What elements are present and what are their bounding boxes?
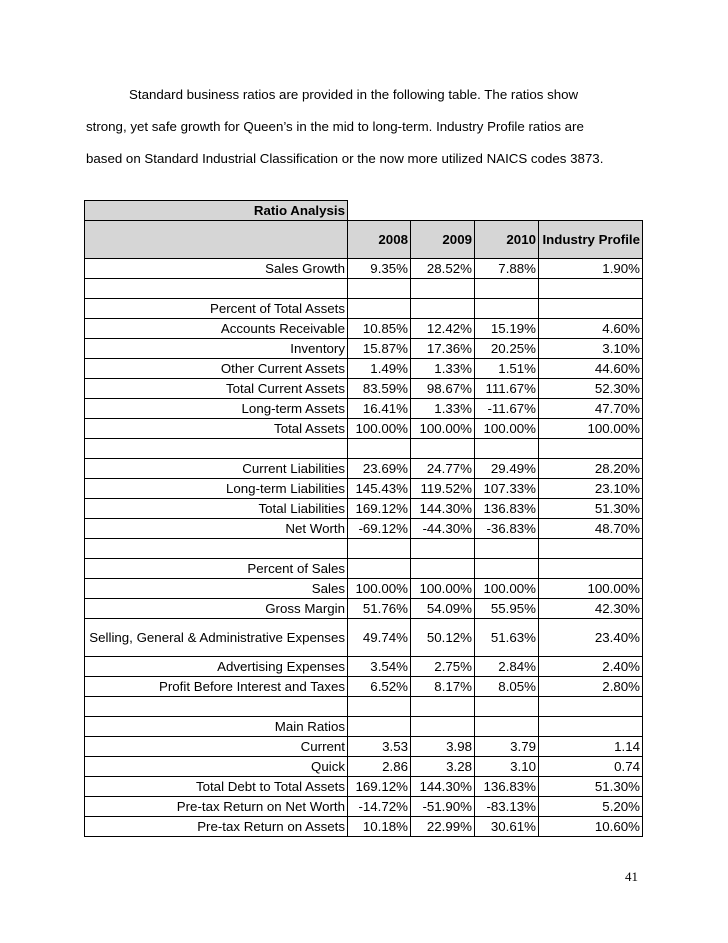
row-label: Total Assets bbox=[85, 419, 348, 439]
row-value: -51.90% bbox=[411, 797, 475, 817]
row-label: Quick bbox=[85, 757, 348, 777]
table-row bbox=[85, 579, 643, 599]
row-value: 100.00% bbox=[348, 579, 411, 599]
row-value: 54.09% bbox=[411, 599, 475, 619]
row-label: Inventory bbox=[85, 339, 348, 359]
row-value: 145.43% bbox=[348, 479, 411, 499]
table-row bbox=[85, 419, 643, 439]
row-value bbox=[539, 697, 643, 717]
row-value: 51.76% bbox=[348, 599, 411, 619]
row-label: Current Liabilities bbox=[85, 459, 348, 479]
row-value: 51.30% bbox=[539, 499, 643, 519]
row-value bbox=[539, 717, 643, 737]
row-value: 100.00% bbox=[539, 579, 643, 599]
row-value: 22.99% bbox=[411, 817, 475, 837]
row-value bbox=[348, 559, 411, 579]
row-value: 98.67% bbox=[411, 379, 475, 399]
row-label bbox=[85, 539, 348, 559]
row-value: -14.72% bbox=[348, 797, 411, 817]
row-label: Selling, General & Administrative Expenses bbox=[85, 619, 348, 657]
row-value: 5.20% bbox=[539, 797, 643, 817]
row-value: 30.61% bbox=[475, 817, 539, 837]
row-value: -11.67% bbox=[475, 399, 539, 419]
row-value: 1.33% bbox=[411, 399, 475, 419]
row-value: 3.53 bbox=[348, 737, 411, 757]
row-value: 16.41% bbox=[348, 399, 411, 419]
row-label bbox=[85, 279, 348, 299]
row-value: 28.52% bbox=[411, 259, 475, 279]
row-value: 3.54% bbox=[348, 657, 411, 677]
row-value: 48.70% bbox=[539, 519, 643, 539]
row-value: 2.84% bbox=[475, 657, 539, 677]
table-row bbox=[85, 439, 643, 459]
intro-line-3: based on Standard Industrial Classification or the now more utilized NAICS codes 3873. bbox=[86, 151, 604, 166]
row-value: 0.74 bbox=[539, 757, 643, 777]
table-row bbox=[85, 519, 643, 539]
row-value: -83.13% bbox=[475, 797, 539, 817]
row-value: 24.77% bbox=[411, 459, 475, 479]
row-label: Profit Before Interest and Taxes bbox=[85, 677, 348, 697]
row-value: 42.30% bbox=[539, 599, 643, 619]
table-row bbox=[85, 359, 643, 379]
row-value bbox=[475, 717, 539, 737]
ratio-analysis-table bbox=[84, 200, 643, 837]
table-title-row bbox=[85, 201, 643, 221]
row-value: 23.69% bbox=[348, 459, 411, 479]
row-value: 1.14 bbox=[539, 737, 643, 757]
row-value: 3.10 bbox=[475, 757, 539, 777]
row-value: 169.12% bbox=[348, 777, 411, 797]
row-value bbox=[348, 439, 411, 459]
row-value: 51.30% bbox=[539, 777, 643, 797]
row-value bbox=[539, 279, 643, 299]
row-value: 50.12% bbox=[411, 619, 475, 657]
row-value: 3.28 bbox=[411, 757, 475, 777]
row-value: 17.36% bbox=[411, 339, 475, 359]
row-label: Accounts Receivable bbox=[85, 319, 348, 339]
row-value: -69.12% bbox=[348, 519, 411, 539]
row-label: Main Ratios bbox=[85, 717, 348, 737]
header-2010: 2010 bbox=[475, 221, 539, 259]
table-row bbox=[85, 339, 643, 359]
row-value: -36.83% bbox=[475, 519, 539, 539]
row-value bbox=[539, 299, 643, 319]
row-value bbox=[475, 697, 539, 717]
row-value: 55.95% bbox=[475, 599, 539, 619]
row-value bbox=[475, 559, 539, 579]
table-row bbox=[85, 539, 643, 559]
row-label bbox=[85, 439, 348, 459]
row-value: 8.17% bbox=[411, 677, 475, 697]
page-number: 41 bbox=[625, 869, 638, 884]
row-label: Current bbox=[85, 737, 348, 757]
row-value: 10.60% bbox=[539, 817, 643, 837]
row-value: 15.87% bbox=[348, 339, 411, 359]
row-label bbox=[85, 697, 348, 717]
row-value: 2.40% bbox=[539, 657, 643, 677]
table-row bbox=[85, 399, 643, 419]
row-value bbox=[411, 539, 475, 559]
row-label: Pre-tax Return on Net Worth bbox=[85, 797, 348, 817]
row-value: 107.33% bbox=[475, 479, 539, 499]
table-row bbox=[85, 677, 643, 697]
row-value: 6.52% bbox=[348, 677, 411, 697]
table-row bbox=[85, 817, 643, 837]
row-value bbox=[539, 559, 643, 579]
table-row bbox=[85, 777, 643, 797]
row-value: 20.25% bbox=[475, 339, 539, 359]
row-value: 136.83% bbox=[475, 499, 539, 519]
row-value bbox=[348, 299, 411, 319]
table-row bbox=[85, 259, 643, 279]
row-value: 52.30% bbox=[539, 379, 643, 399]
row-value bbox=[411, 717, 475, 737]
row-label: Gross Margin bbox=[85, 599, 348, 619]
row-value: 15.19% bbox=[475, 319, 539, 339]
row-value: 3.98 bbox=[411, 737, 475, 757]
row-value: 2.86 bbox=[348, 757, 411, 777]
row-value: 100.00% bbox=[539, 419, 643, 439]
row-value: 1.90% bbox=[539, 259, 643, 279]
row-value: -44.30% bbox=[411, 519, 475, 539]
row-value: 49.74% bbox=[348, 619, 411, 657]
row-value bbox=[411, 697, 475, 717]
row-value bbox=[348, 717, 411, 737]
row-label: Percent of Sales bbox=[85, 559, 348, 579]
table-row bbox=[85, 299, 643, 319]
row-value bbox=[539, 539, 643, 559]
row-value: 1.51% bbox=[475, 359, 539, 379]
row-value: 23.10% bbox=[539, 479, 643, 499]
table-header-row bbox=[85, 221, 643, 259]
row-label: Other Current Assets bbox=[85, 359, 348, 379]
row-label: Total Debt to Total Assets bbox=[85, 777, 348, 797]
header-2009: 2009 bbox=[411, 221, 475, 259]
row-value: 23.40% bbox=[539, 619, 643, 657]
intro-line-2: strong, yet safe growth for Queen’s in the mid to long-term. Industry Profile ratios are bbox=[86, 119, 584, 134]
row-value bbox=[411, 279, 475, 299]
table-row bbox=[85, 657, 643, 677]
table-row bbox=[85, 737, 643, 757]
row-label: Pre-tax Return on Assets bbox=[85, 817, 348, 837]
row-value: 119.52% bbox=[411, 479, 475, 499]
row-value: 144.30% bbox=[411, 499, 475, 519]
row-value: 2.80% bbox=[539, 677, 643, 697]
row-value: 100.00% bbox=[348, 419, 411, 439]
row-label: Total Liabilities bbox=[85, 499, 348, 519]
table-row bbox=[85, 459, 643, 479]
table-row bbox=[85, 559, 643, 579]
row-label: Sales bbox=[85, 579, 348, 599]
row-value bbox=[411, 299, 475, 319]
row-value: 100.00% bbox=[411, 419, 475, 439]
row-value: 2.75% bbox=[411, 657, 475, 677]
row-value bbox=[539, 439, 643, 459]
intro-line-1: Standard business ratios are provided in the following table. The ratios show bbox=[129, 87, 579, 102]
row-value: 44.60% bbox=[539, 359, 643, 379]
row-label: Sales Growth bbox=[85, 259, 348, 279]
row-value bbox=[475, 279, 539, 299]
row-value bbox=[348, 697, 411, 717]
table-row bbox=[85, 319, 643, 339]
row-value: 47.70% bbox=[539, 399, 643, 419]
row-value: 12.42% bbox=[411, 319, 475, 339]
table-row bbox=[85, 479, 643, 499]
row-value: 10.85% bbox=[348, 319, 411, 339]
row-label: Net Worth bbox=[85, 519, 348, 539]
row-value: 10.18% bbox=[348, 817, 411, 837]
table-row bbox=[85, 499, 643, 519]
row-value: 111.67% bbox=[475, 379, 539, 399]
row-value bbox=[475, 439, 539, 459]
row-value bbox=[475, 539, 539, 559]
row-label: Advertising Expenses bbox=[85, 657, 348, 677]
row-value: 1.33% bbox=[411, 359, 475, 379]
row-label: Long-term Assets bbox=[85, 399, 348, 419]
header-industry-profile: Industry Profile bbox=[539, 221, 643, 259]
row-value: 3.79 bbox=[475, 737, 539, 757]
intro-paragraph bbox=[86, 79, 686, 175]
row-label: Long-term Liabilities bbox=[85, 479, 348, 499]
table-row bbox=[85, 697, 643, 717]
table-row bbox=[85, 279, 643, 299]
row-value bbox=[411, 439, 475, 459]
row-value: 100.00% bbox=[411, 579, 475, 599]
row-value: 4.60% bbox=[539, 319, 643, 339]
row-value: 83.59% bbox=[348, 379, 411, 399]
row-value: 3.10% bbox=[539, 339, 643, 359]
header-2008: 2008 bbox=[348, 221, 411, 259]
row-value: 9.35% bbox=[348, 259, 411, 279]
row-value bbox=[475, 299, 539, 319]
table-row bbox=[85, 599, 643, 619]
row-value: 51.63% bbox=[475, 619, 539, 657]
table-row bbox=[85, 757, 643, 777]
row-value: 144.30% bbox=[411, 777, 475, 797]
row-value: 8.05% bbox=[475, 677, 539, 697]
row-value: 100.00% bbox=[475, 419, 539, 439]
table-row bbox=[85, 717, 643, 737]
row-value bbox=[348, 279, 411, 299]
row-value: 169.12% bbox=[348, 499, 411, 519]
table-row bbox=[85, 797, 643, 817]
table-row bbox=[85, 619, 643, 657]
row-value: 1.49% bbox=[348, 359, 411, 379]
row-value: 100.00% bbox=[475, 579, 539, 599]
row-value bbox=[411, 559, 475, 579]
table-title: Ratio Analysis bbox=[85, 201, 348, 221]
row-label: Percent of Total Assets bbox=[85, 299, 348, 319]
row-label: Total Current Assets bbox=[85, 379, 348, 399]
row-value: 29.49% bbox=[475, 459, 539, 479]
row-value bbox=[348, 539, 411, 559]
table-row bbox=[85, 379, 643, 399]
row-value: 28.20% bbox=[539, 459, 643, 479]
row-value: 7.88% bbox=[475, 259, 539, 279]
row-value: 136.83% bbox=[475, 777, 539, 797]
